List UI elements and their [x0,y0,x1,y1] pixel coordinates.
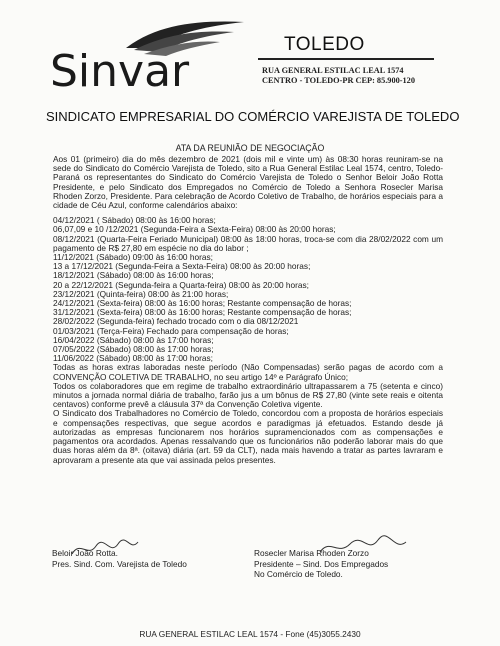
page-footer: RUA GENERAL ESTILAC LEAL 1574 - Fone (45)3055.2430 [139,629,361,639]
sinvar-logo [48,18,248,98]
document-title: ATA DA REUNIÃO DE NEGOCIAÇÃO [175,143,325,153]
signer-title-right: Presidente – Sind. Dos Empregados [254,558,389,569]
address-line-1: RUA GENERAL ESTILAC LEAL 1574 [262,66,404,75]
schedule-item: 13 a 17/12/2021 (Segunda-Feira a Sexta-Feira) 08:00 às 20:00 horas; [53,261,311,272]
schedule-item: 06,07,09 e 10 /12/2021 (Segunda-Feira a Sexta-Feira) 08:00 às 20:00 horas; [53,224,336,235]
document-body [53,155,443,465]
bonus-paragraph: Todos os colaboradores que em regime de trabalho extraordinário ultrapassarem a 75 (setenta e cinco) minutos a jornada normal diária de trabalho, farão jus a um bônus de R$ 27,80 (vinte sete reais e oitenta centavos) conforme prevê a cláusula 37ª da Convenção Coletiva vigente. [53,380,443,410]
schedule-item: 18/12/2021 (Sábado) 08:00 às 16:00 horas; [53,270,214,281]
schedule-item: 11/06/2022 (Sábado) 08:00 às 17:00 horas; [53,353,213,364]
schedule-item: 11/12/2021 (Sábado) 09:00 às 16:00 horas; [53,252,213,263]
schedule-item: 20 a 22/12/2021 (Segunda-feira a Quarta-feira) 08:00 às 20:00 horas; [53,279,309,290]
schedule-item: 04/12/2021 ( Sábado) 08:00 às 16:00 horas; [53,215,216,226]
header-divider [258,58,434,60]
signature-block-left [52,548,187,569]
schedule-list [53,216,443,363]
logo-wordmark: Sinvar [50,46,190,97]
schedule-item: 31/12/2021 (Sexta-feira) 08:00 às 16:00 horas; Restante compensação de horas; [53,307,352,318]
organization-name: SINDICATO EMPRESARIAL DO COMÉRCIO VAREJISTA DE TOLEDO [46,109,460,124]
intro-paragraph: Aos 01 (primeiro) dia do mês dezembro de 2021 (dois mil e vinte um) às 08:30 horas reuniram-se na sede do Sindicato do Comércio Varejista de Toledo, sito a Rua General Estilac Leal 1574, centro, Toledo- Paraná os representantes do Sindicato do Comércio Varejista de Toledo o Senhor Beloir João Rotta Presidente, e pelo Sindicato dos Empregados no Comércio de Toledo a Senhora Rosecler Marisa Rhoden Zorzo, Presidente. Para celebração de Acordo Coletivo de Trabalho, de horários especiais para a cidade de Céu Azul, conforme calendários abaixo: [53,154,443,211]
schedule-item: 08/12/2021 (Quarta-Feira Feriado Municipal) 08:00 às 18:00 horas, troca-se com dia 28/02/2022 com um pagamento de R$ 27,80 em espécie no dia do labor ; [53,233,443,253]
schedule-item: 28/02/2022 (Segunda-feira) fechado trocado com o dia 08/12/2021 [53,316,299,327]
schedule-item: 07/05/2022 (Sábado) 08:00 às 17:00 horas; [53,344,214,355]
signature-block-right [254,548,388,580]
schedule-item: 23/12/2021 (Quinta-feira) 08:00 às 21:00 horas; [53,288,229,299]
overtime-paragraph: Todas as horas extras laboradas neste período (Não Compensadas) serão pagas de acordo com a CONVENÇÃO COLETIVA DE TRABALHO, no seu artigo 14º e Parágrafo Único; [53,362,443,382]
schedule-item: 01/03/2021 (Terça-Feira) Fechado para compensação de horas; [53,325,289,336]
signer-org-right: No Comércio de Toledo. [254,569,343,579]
union-paragraph: O Sindicato dos Trabalhadores no Comércio de Toledo, concordou com a proposta de horários especiais e compensações respectivas, que segue acordos e paradigmas já efetuados. Estando desde já autorizadas as empresas funcionarem nos horários supramencionados com as compensações e pagamentos ora acordados. Apenas ressalvando que os funcionários não poderão laborar mais do que duas horas além da 8ª. (oitava) diária (art. 59 da CLT), nada mais havendo a tratar as partes lavraram e aprovaram a presente ata que vai assinada pelos presentes. [53,408,443,465]
signer-name-right: Rosecler Marisa Rhoden Zorzo [254,548,369,558]
city-name: TOLEDO [284,34,365,55]
header-address [262,66,415,86]
signer-name-left: Beloir João Rotta. [52,548,118,558]
schedule-item: 16/04/2022 (Sábado) 08:00 às 17:00 horas; [53,334,214,345]
signer-title-left: Pres. Sind. Com. Varejista de Toledo [52,558,187,569]
sinvar-logo-mark [48,18,248,98]
schedule-item: 24/12/2021 (Sexta-feira) 08:00 às 16:00 horas; Restante compensação de horas; [53,298,352,309]
address-line-2: CENTRO - TOLEDO-PR CEP: 85.900-120 [262,76,415,85]
